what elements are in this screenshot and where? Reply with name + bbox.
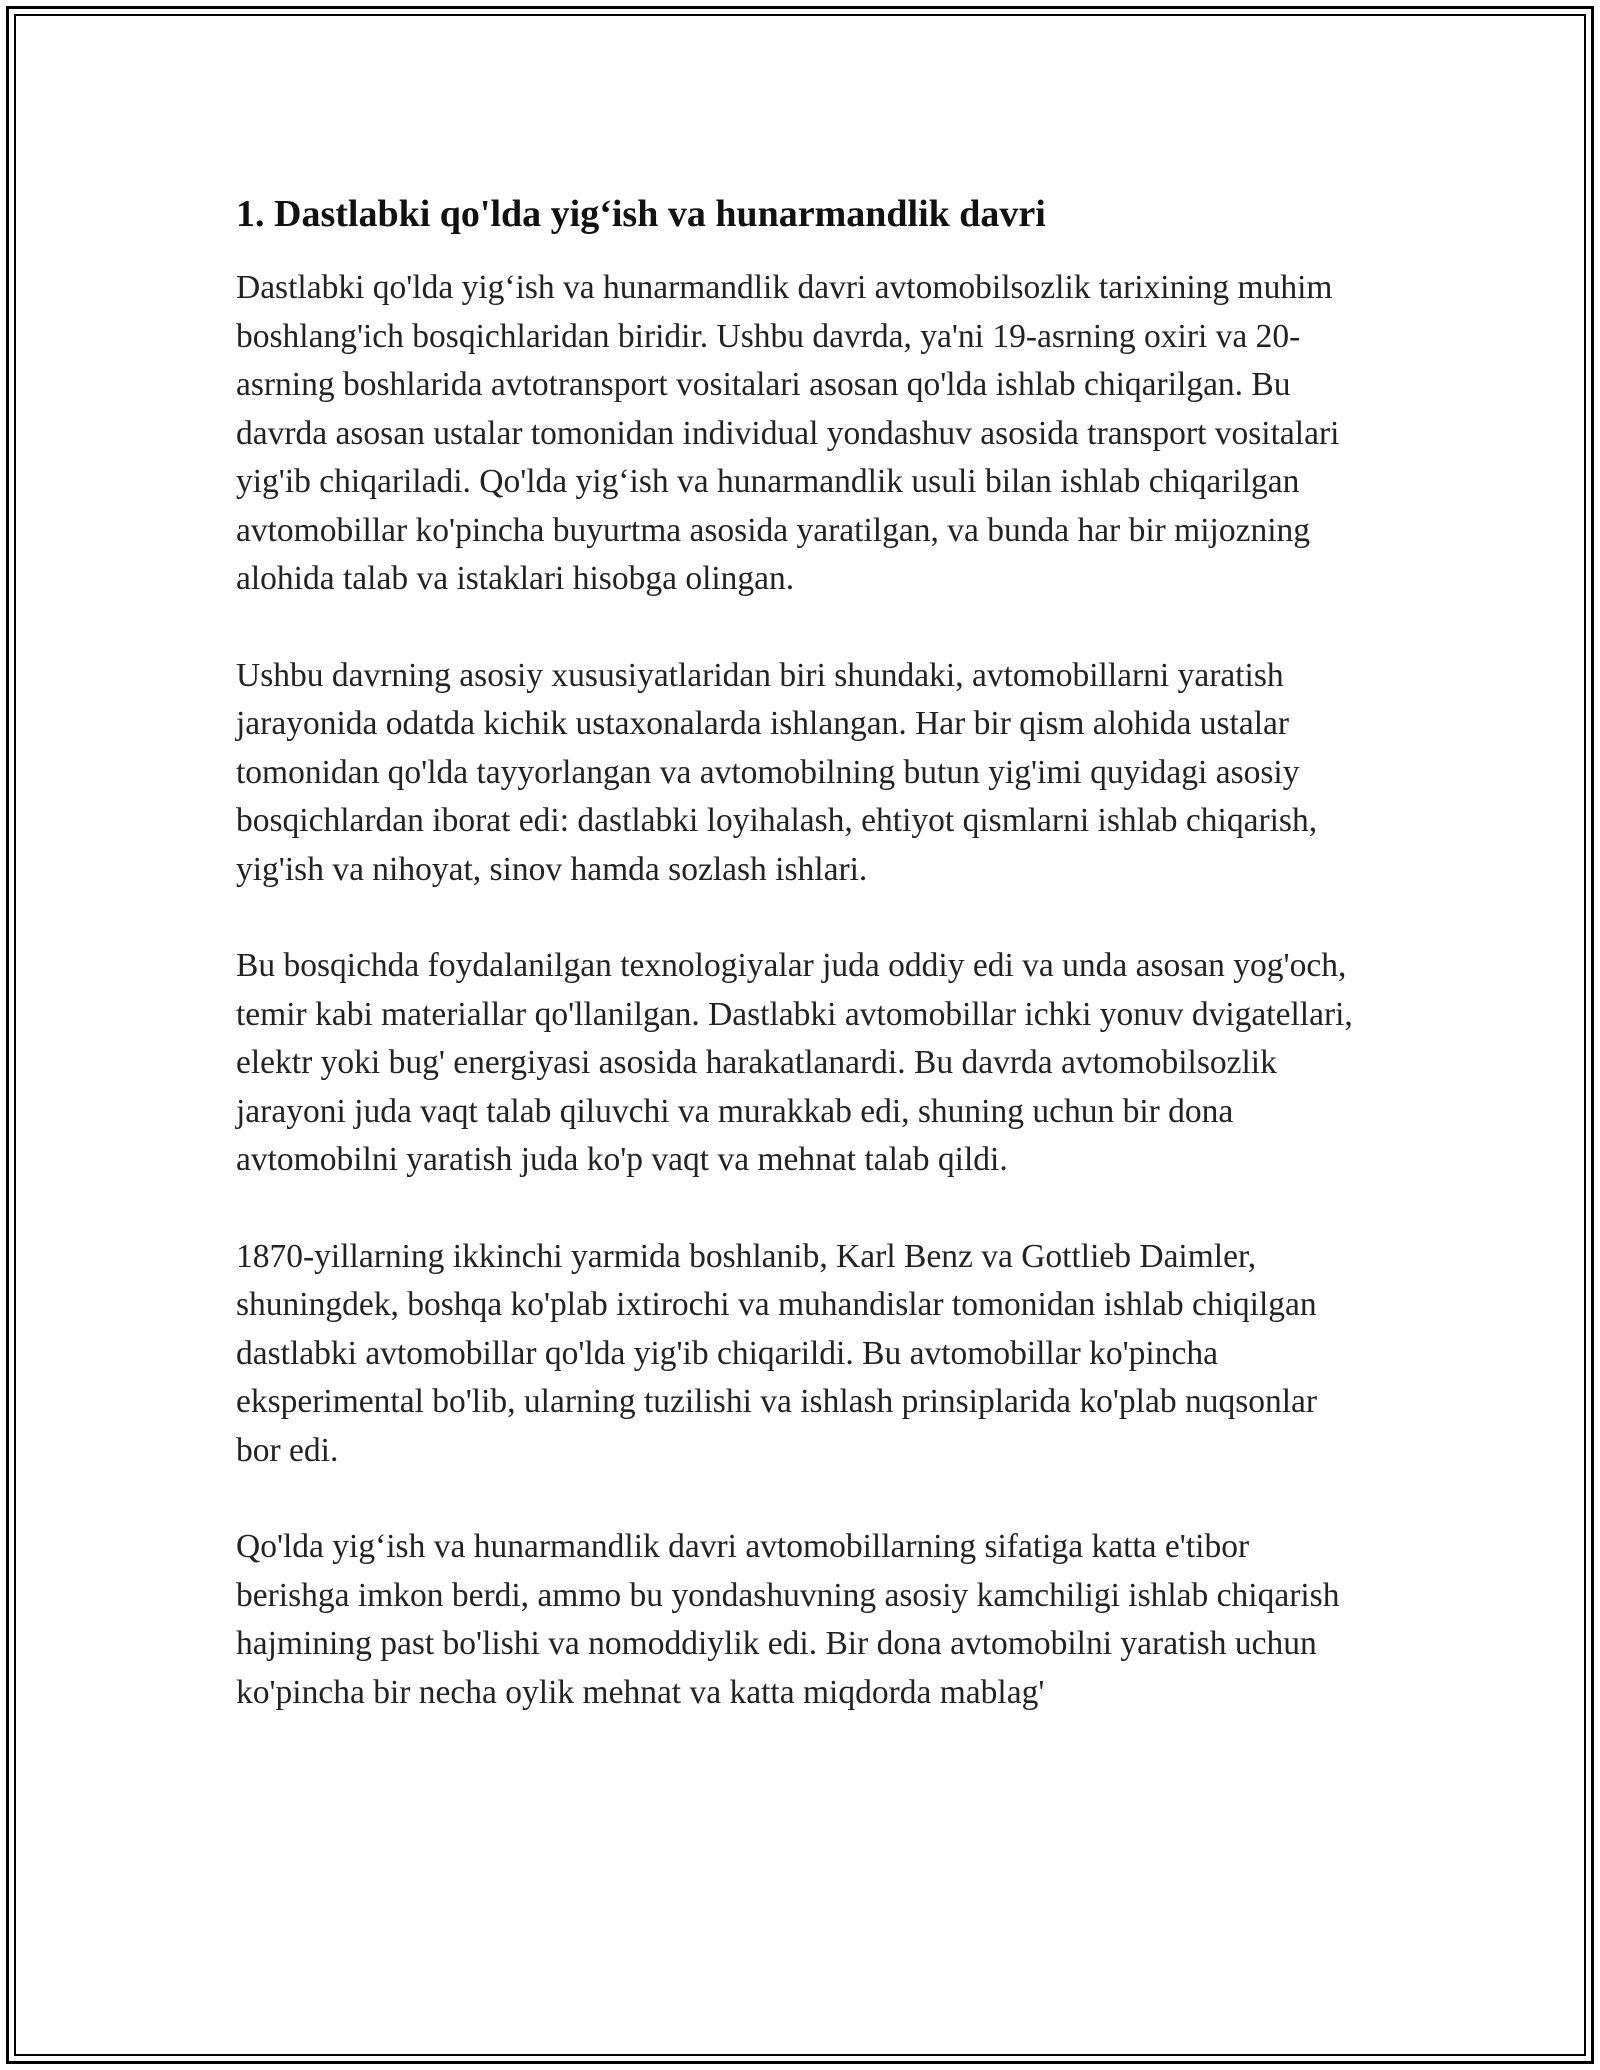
paragraph-1: Dastlabki qo'lda yig‘ish va hunarmandlik davri avtomobilsozlik tarixining muhim boshlang'ich bosqichlaridan biridir. Ushbu davrda, ya'ni 19-asrning oxiri va 20-asrning boshlarida avtotransport vositalari asosan qo'lda ishlab chiqarilgan. Bu davrda asosan ustalar tomonidan individual yondashuv asosida transport vositalari yig'ib chiqariladi. Qo'lda yig‘ish va hunarmandlik usuli bilan ishlab chiqarilgan avtomobillar ko'pincha buyurtma asosida yaratilgan, va bunda har bir mijozning alohida talab va istaklari hisobga olingan. bbox=[236, 269, 1340, 597]
paragraph-2: Ushbu davrning asosiy xususiyatlaridan biri shundaki, avtomobillarni yaratish jarayonida odatda kichik ustaxonalarda ishlangan. Har bir qism alohida ustalar tomonidan qo'lda tayyorlangan va avtomobilning butun yig'imi quyidagi asosiy bosqichlardan iborat edi: dastlabki loyihalash, ehtiyot qismlarni ishlab chiqarish, yig'ish va nihoyat, sinov hamda sozlash ishlari. bbox=[236, 656, 1318, 888]
document-body bbox=[236, 186, 1366, 1765]
paragraph-5: Qo'lda yig‘ish va hunarmandlik davri avtomobillarning sifatiga katta e'tibor berishga imkon berdi, ammo bu yondashuvning asosiy kamchiligi ishlab chiqarish hajmining past bo'lishi va nomoddiylik edi. Bir dona avtomobilni yaratish uchun ko'pincha bir necha oylik mehnat va katta miqdorda mablag' bbox=[236, 1528, 1340, 1711]
paragraph-3: Bu bosqichda foydalanilgan texnologiyalar juda oddiy edi va unda asosan yog'och, temir kabi materiallar qo'llanilgan. Dastlabki avtomobillar ichki yonuv dvigatellari, elektr yoki bug' energiyasi asosida harakatlanardi. Bu davrda avtomobilsozlik jarayoni juda vaqt talab qiluvchi va murakkab edi, shuning uchun bir dona avtomobilni yaratish juda ko'p vaqt va mehnat talab qildi. bbox=[236, 947, 1353, 1178]
paragraph-4: 1870-yillarning ikkinchi yarmida boshlanib, Karl Benz va Gottlieb Daimler, shuningdek, boshqa ko'plab ixtirochi va muhandislar tomonidan ishlab chiqilgan dastlabki avtomobillar qo'lda yig'ib chiqarildi. Bu avtomobillar ko'pincha eksperimental bo'lib, ularning tuzilishi va ishlash prinsiplarida ko'plab nuqsonlar bor edi. bbox=[236, 1237, 1318, 1469]
section-heading: 1. Dastlabki qo'lda yig‘ish va hunarmandlik davri bbox=[236, 193, 1046, 235]
